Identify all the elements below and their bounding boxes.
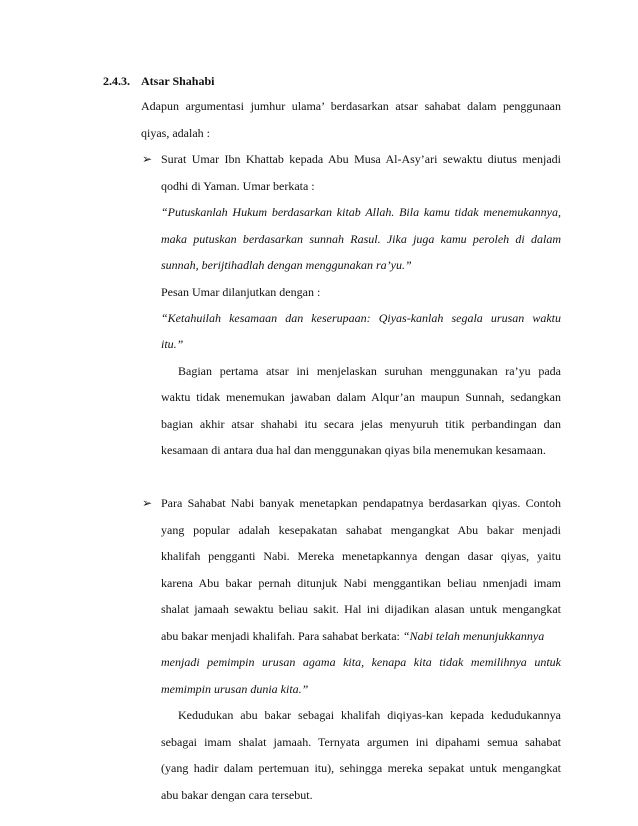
bullet2-mixed-prefix: abu bakar menjadi khalifah. Para sahabat berkata: [161, 629, 403, 643]
intro-line: Adapun argumentasi jumhur ulama’ berdasarkan atsar sahabat dalam penggunaan [141, 99, 561, 113]
arrow-bullet-icon: ➢ [142, 496, 153, 510]
bullet1-explanation-line: Bagian pertama atsar ini menjelaskan suruhan menggunakan ra’yu pada [178, 364, 561, 378]
bullet1-explanation-line: kesamaan di antara dua hal dan menggunakan qiyas bila menemukan kesamaan. [161, 443, 546, 457]
section-title: Atsar Shahabi [141, 74, 215, 88]
umar-quote-line: maka putuskan berdasarkan sunnah Rasul. Jika juga kamu peroleh di dalam [161, 232, 561, 246]
bullet2-explanation-line: (yang hadir dalam pertemuan itu), sehingga mereka sepakat untuk mengangkat [161, 761, 561, 775]
bullet1-explanation-line: bagian akhir atsar shahabi itu secara jelas menyuruh titik perbandingan dan [161, 417, 561, 431]
bullet2-line: Para Sahabat Nabi banyak menetapkan pendapatnya berdasarkan qiyas. Contoh [161, 496, 561, 510]
section-number: 2.4.3. [103, 74, 130, 88]
bullet1-continuation: Pesan Umar dilanjutkan dengan : [161, 285, 321, 299]
umar-second-quote-line: itu.” [161, 337, 184, 351]
umar-quote-line: “Putuskanlah Hukum berdasarkan kitab Allah. Bila kamu tidak menemukannya, [161, 205, 561, 219]
bullet1-line: qodhi di Yaman. Umar berkata : [161, 179, 315, 193]
bullet2-line: shalat jamaah sewaktu beliau sakit. Hal ini dijadikan alasan untuk mengangkat [161, 602, 561, 616]
umar-second-quote-line: “Ketahuilah kesamaan dan keserupaan: Qiyas-kanlah segala urusan waktu [161, 311, 561, 325]
bullet2-line: yang popular adalah kesepakatan sahabat mengangkat Abu bakar menjadi [161, 523, 561, 537]
bullet2-explanation-line: abu bakar dengan cara tersebut. [161, 788, 313, 802]
sahabat-quote-start: “Nabi telah menunjukkannya [402, 629, 545, 643]
bullet1-line: Surat Umar Ibn Khattab kepada Abu Musa Al-Asy’ari sewaktu diutus menjadi [161, 152, 561, 166]
bullet2-line: khalifah pengganti Nabi. Mereka menetapkannya dengan dasar qiyas, yaitu [161, 549, 561, 563]
arrow-bullet-icon: ➢ [142, 152, 153, 166]
bullet2-mixed-line [161, 629, 561, 643]
umar-quote-line: sunnah, berijtihadlah dengan menggunakan ra’yu.” [161, 258, 412, 272]
sahabat-quote-line: memimpin urusan dunia kita.” [161, 682, 309, 696]
bullet2-explanation-line: Kedudukan abu bakar sebagai khalifah diqiyas-kan kepada kedudukannya [178, 708, 561, 722]
intro-line: qiyas, adalah : [141, 126, 210, 140]
sahabat-quote-line: menjadi pemimpin urusan agama kita, kenapa kita tidak memilihnya untuk [161, 655, 561, 669]
bullet2-explanation-line: sebagai imam shalat jamaah. Ternyata argumen ini dipahami semua sahabat [161, 735, 561, 749]
bullet1-explanation-line: waktu tidak menemukan jawaban dalam Alqur’an maupun Sunnah, sedangkan [161, 390, 561, 404]
bullet2-line: karena Abu bakar pernah ditunjuk Nabi menggantikan beliau nmenjadi imam [161, 576, 561, 590]
